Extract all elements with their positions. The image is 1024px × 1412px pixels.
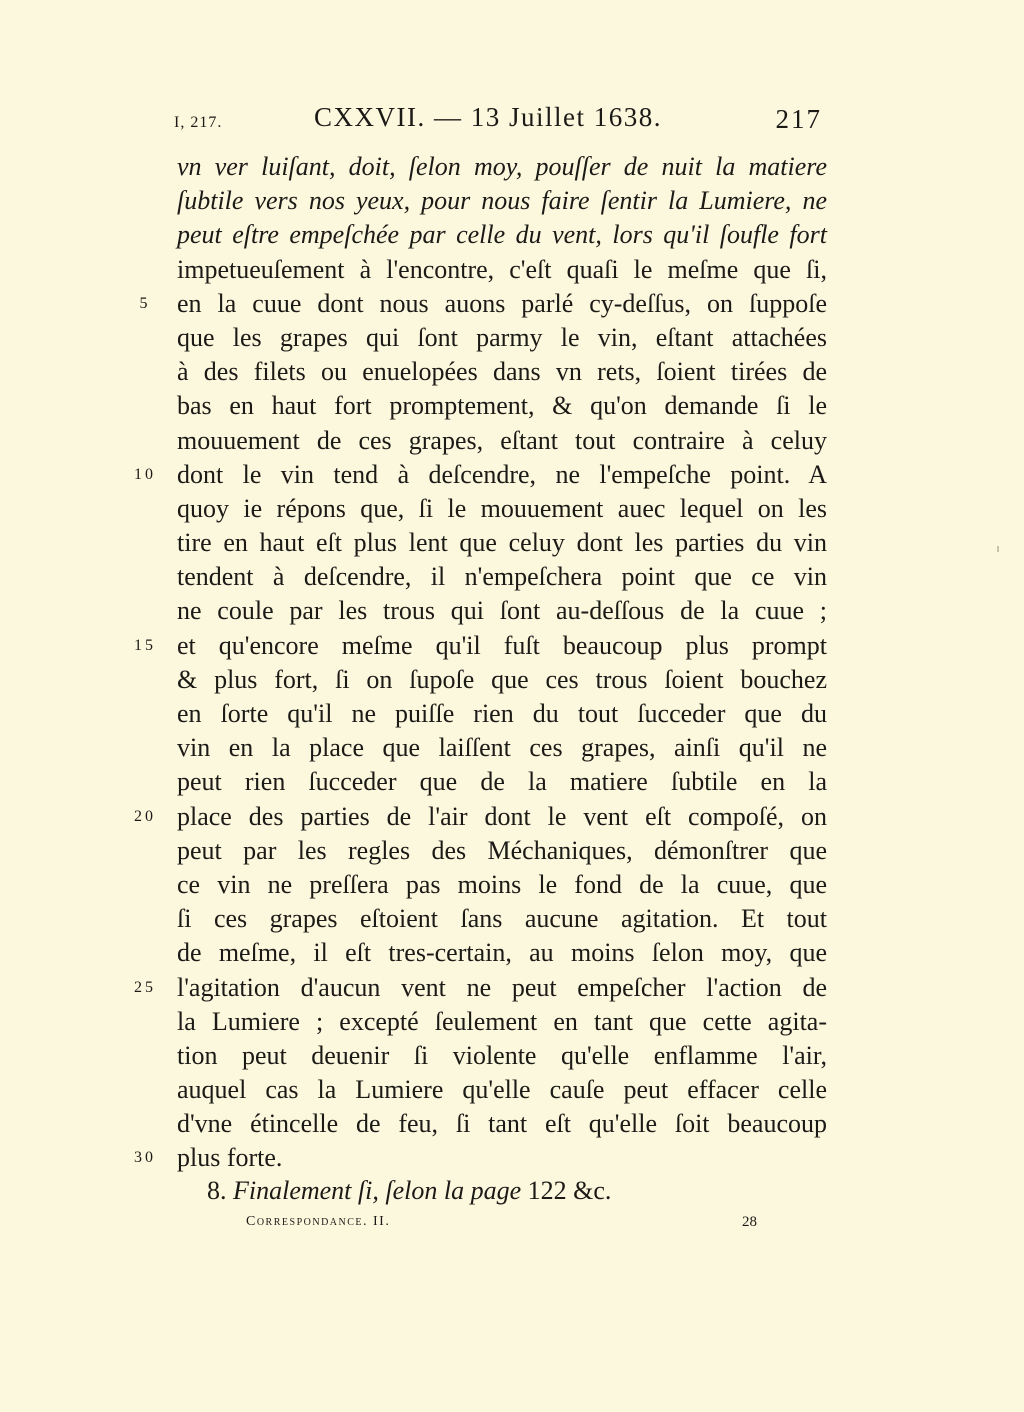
line-text: l'agitation d'aucun vent ne peut empeſcher l'action de bbox=[177, 972, 827, 1002]
page-footer bbox=[0, 1214, 1024, 1238]
line-text: et qu'encore meſme qu'il fuſt beaucoup plus prompt bbox=[177, 630, 827, 660]
line-text: ſubtile vers nos yeux, pour nous faire ſentir la Lumiere, ne bbox=[177, 186, 827, 216]
line-text: place des parties de l'air dont le vent eſt compoſé, on bbox=[177, 801, 827, 831]
line-text: tion peut deuenir ſi violente qu'elle enflamme l'air, bbox=[177, 1040, 827, 1070]
edition-reference: I, 217. bbox=[174, 114, 223, 131]
letter-title: CXXVII. — 13 Juillet 1638. bbox=[314, 102, 662, 132]
line-text: en la cuue dont nous auons parlé cy-deſſus, on ſuppoſe bbox=[177, 288, 827, 318]
line-number: 10 bbox=[134, 465, 156, 483]
line-text: tendent à deſcendre, il n'empeſchera point que ce vin bbox=[177, 562, 827, 592]
text-line bbox=[134, 800, 827, 834]
text-line bbox=[177, 424, 827, 458]
letter-body bbox=[134, 150, 827, 1176]
text-line bbox=[177, 253, 827, 287]
line-number: 25 bbox=[134, 978, 156, 996]
line-text: la Lumiere ; excepté ſeulement en tant que cette agita- bbox=[177, 1006, 827, 1036]
text-line bbox=[177, 389, 827, 423]
text-line bbox=[177, 1073, 827, 1107]
text-line bbox=[177, 1107, 827, 1141]
line-number: 30 bbox=[134, 1149, 156, 1167]
text-line bbox=[177, 321, 827, 355]
footnote bbox=[207, 1176, 611, 1206]
line-text: auquel cas la Lumiere qu'elle cauſe peut effacer celle bbox=[177, 1075, 827, 1105]
line-text: ſi ces grapes eſtoient ſans aucune agitation. Et tout bbox=[177, 904, 827, 934]
line-text: peut eſtre empeſchée par celle du vent, lors qu'il ſoufle fort bbox=[177, 220, 827, 250]
text-line bbox=[134, 971, 827, 1005]
line-text: quoy ie répons que, ſi le mouuement auec lequel on les bbox=[177, 493, 827, 523]
text-line bbox=[177, 765, 827, 799]
margin-speck bbox=[997, 546, 999, 552]
line-text: impetueuſement à l'encontre, c'eſt quaſi le meſme que ſi, bbox=[177, 254, 827, 284]
line-text: dont le vin tend à deſcendre, ne l'empeſche point. A bbox=[177, 459, 827, 489]
text-line bbox=[134, 1141, 827, 1175]
signature-mark: Correspondance. II. bbox=[246, 1214, 391, 1229]
text-line bbox=[134, 458, 827, 492]
text-line bbox=[177, 526, 827, 560]
text-line bbox=[177, 936, 827, 970]
text-line bbox=[177, 1005, 827, 1039]
line-text: tire en haut eſt plus lent que celuy dont les parties du vin bbox=[177, 528, 827, 558]
line-text: d'vne étincelle de feu, ſi tant eſt qu'elle ſoit beaucoup bbox=[177, 1109, 827, 1139]
line-number: 5 bbox=[139, 294, 151, 312]
text-line bbox=[177, 218, 827, 252]
line-number: 15 bbox=[134, 636, 156, 654]
line-text: plus forte. bbox=[177, 1143, 283, 1173]
text-line bbox=[177, 663, 827, 697]
text-line bbox=[134, 629, 827, 663]
line-text: en ſorte qu'il ne puiſſe rien du tout ſucceder que du bbox=[177, 699, 827, 728]
running-header bbox=[0, 100, 1024, 140]
text-line bbox=[177, 184, 827, 218]
text-line bbox=[177, 560, 827, 594]
text-line bbox=[177, 697, 827, 731]
signature-number: 28 bbox=[742, 1214, 757, 1230]
page-number: 217 bbox=[775, 104, 822, 134]
text-line bbox=[177, 902, 827, 936]
text-line bbox=[177, 1039, 827, 1073]
text-line bbox=[177, 355, 827, 389]
line-text: peut rien ſucceder que de la matiere ſubtile en la bbox=[177, 767, 827, 797]
line-text: vn ver luiſant, doit, ſelon moy, pouſſer de nuit la matiere bbox=[177, 152, 827, 181]
line-text: peut par les regles des Méchaniques, démonſtrer que bbox=[177, 835, 827, 865]
text-line bbox=[177, 731, 827, 765]
footnote-number: 8. bbox=[207, 1176, 227, 1205]
text-line bbox=[177, 492, 827, 526]
text-line bbox=[177, 594, 827, 628]
line-text: ne coule par les trous qui ſont au-deſſous de la cuue ; bbox=[177, 596, 827, 626]
line-text: de meſme, il eſt tres-certain, au moins ſelon moy, que bbox=[177, 938, 827, 968]
footnote-text: 122 &c. bbox=[521, 1176, 612, 1205]
line-number: 20 bbox=[134, 807, 156, 825]
text-line bbox=[177, 868, 827, 902]
text-line bbox=[177, 150, 827, 184]
line-text: bas en haut fort promptement, & qu'on demande ſi le bbox=[177, 391, 827, 421]
line-text: à des filets ou enuelopées dans vn rets, ſoient tirées de bbox=[177, 357, 827, 387]
line-text: mouuement de ces grapes, eſtant tout contraire à celuy bbox=[177, 425, 827, 455]
text-line bbox=[177, 834, 827, 868]
text-line bbox=[139, 287, 827, 321]
footnote-italic-text: Finalement ſi, ſelon la page bbox=[233, 1176, 522, 1205]
line-text: vin en la place que laiſſent ces grapes, ainſi qu'il ne bbox=[177, 733, 827, 763]
line-text: ce vin ne preſſera pas moins le fond de la cuue, que bbox=[177, 869, 827, 899]
line-text: que les grapes qui ſont parmy le vin, eſtant attachées bbox=[177, 322, 827, 352]
line-text: & plus fort, ſi on ſupoſe que ces trous ſoient bouchez bbox=[177, 664, 827, 694]
